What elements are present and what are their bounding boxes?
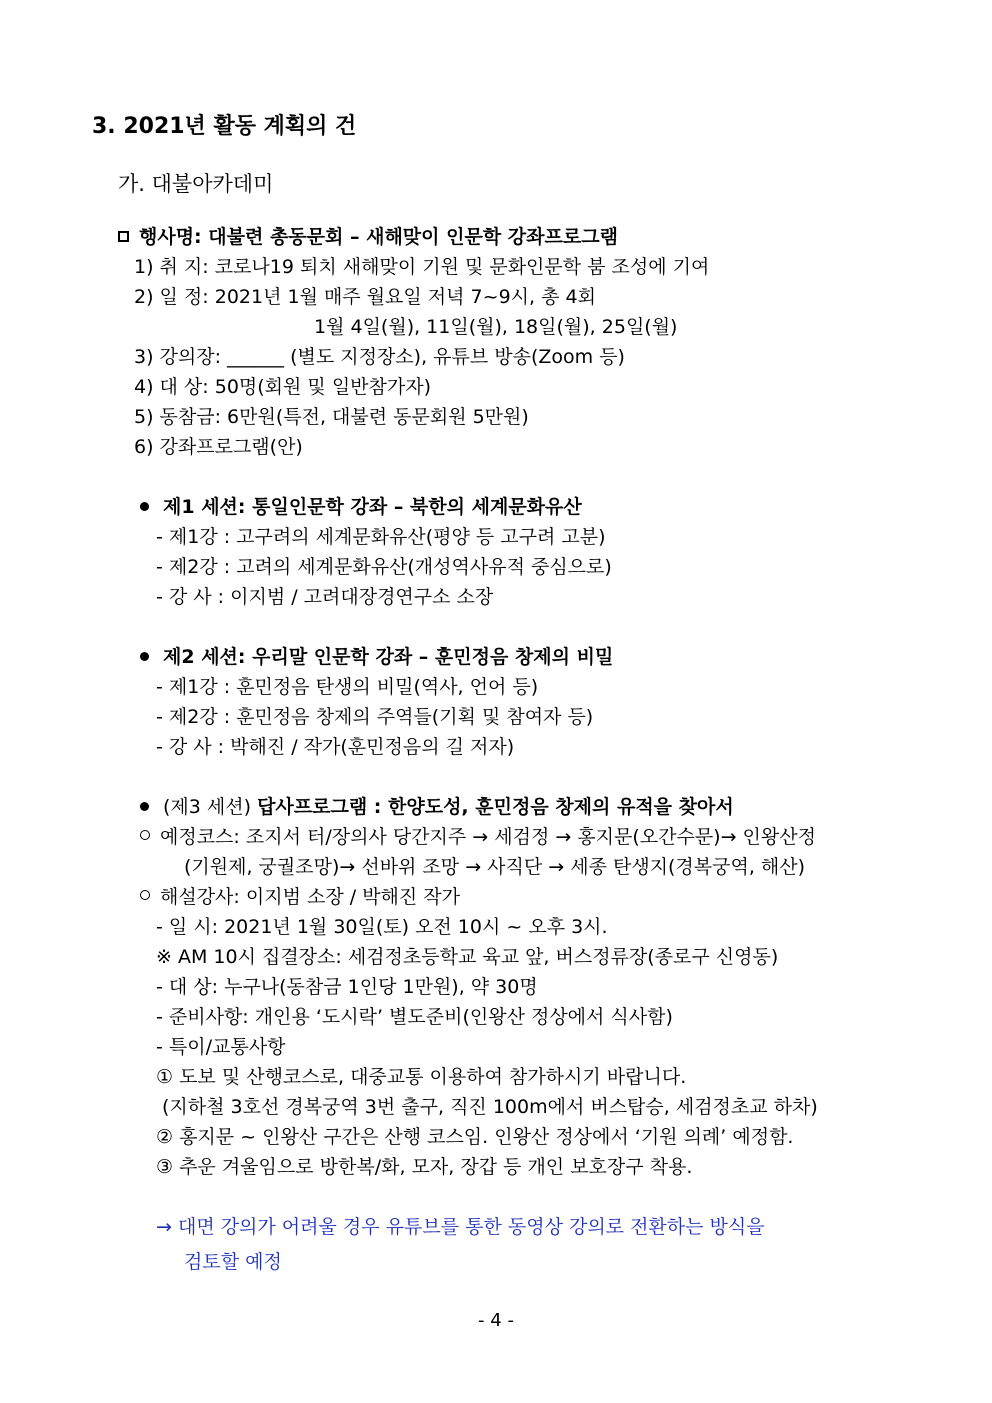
checkbox-square-icon — [118, 231, 129, 242]
session3-line: - 준비사항: 개인용 ‘도시락’ 별도준비(인왕산 정상에서 식사함) — [156, 1006, 673, 1028]
subsection-heading: 가. 대불아카데미 — [118, 172, 274, 196]
session3-course — [140, 824, 816, 850]
circle-bullet-icon — [140, 890, 150, 900]
session3-line: ③ 추운 겨울임으로 방한복/화, 모자, 장갑 등 개인 보호장구 착용. — [156, 1156, 693, 1178]
session2-title — [140, 644, 613, 670]
note-line: → 대면 강의가 어려울 경우 유튜브를 통한 동영상 강의로 전환하는 방식을 — [156, 1216, 765, 1238]
event-title — [118, 224, 618, 250]
section-heading: 3. 2021년 활동 계획의 건 — [92, 114, 357, 139]
event-item-program: 6) 강좌프로그램(안) — [134, 436, 303, 458]
session3-course-continued: (기원제, 궁궐조망)→ 선바위 조망 → 사직단 → 세종 탄생지(경복궁역, 해산) — [184, 856, 806, 878]
session2-title-text: 제2 세션: 우리말 인문학 강좌 – 훈민정음 창제의 비밀 — [163, 646, 614, 668]
event-item-dates: 1월 4일(월), 11일(월), 18일(월), 25일(월) — [314, 316, 678, 338]
bullet-icon — [140, 502, 149, 511]
session3-line: ① 도보 및 산행코스로, 대중교통 이용하여 참가하시기 바랍니다. — [156, 1066, 687, 1088]
session2-line: - 제1강 : 훈민정음 탄생의 비밀(역사, 언어 등) — [156, 676, 539, 698]
session3-line: ※ AM 10시 집결장소: 세검정초등학교 육교 앞, 버스정류장(종로구 신영동) — [156, 946, 779, 968]
session1-line: - 제1강 : 고구려의 세계문화유산(평양 등 고구려 고분) — [156, 526, 606, 548]
session3-prefix: (제3 세션) — [163, 796, 252, 818]
session1-title-text: 제1 세션: 통일인문학 강좌 – 북한의 세계문화유산 — [163, 496, 582, 518]
circle-bullet-icon — [140, 830, 150, 840]
page-number: - 4 - — [478, 1310, 514, 1331]
event-item-audience: 4) 대 상: 50명(회원 및 일반참가자) — [134, 376, 431, 398]
session3-guide — [140, 884, 460, 910]
bullet-icon — [140, 802, 149, 811]
session1-title — [140, 494, 582, 520]
session3-line: - 특이/교통사항 — [156, 1036, 286, 1058]
session3-line: - 대 상: 누구나(동참금 1인당 1만원), 약 30명 — [156, 976, 538, 998]
bullet-icon — [140, 652, 149, 661]
session3-course-text: 예정코스: 조지서 터/장의사 당간지주 → 세검정 → 홍지문(오간수문)→ 인왕산정 — [160, 826, 816, 848]
session3-line: ② 홍지문 ~ 인왕산 구간은 산행 코스임. 인왕산 정상에서 ‘기원 의례’ 예정함. — [156, 1126, 794, 1148]
event-item-fee: 5) 동참금: 6만원(특전, 대불련 동문회원 5만원) — [134, 406, 529, 428]
note-line: 검토할 예정 — [184, 1251, 282, 1273]
session3-guide-text: 해설강사: 이지범 소장 / 박해진 작가 — [160, 886, 460, 908]
session2-line: - 강 사 : 박해진 / 작가(훈민정음의 길 저자) — [156, 736, 515, 758]
session2-line: - 제2강 : 훈민정음 창제의 주역들(기획 및 참여자 등) — [156, 706, 594, 728]
session3-title-text: 답사프로그램 : 한양도성, 훈민정음 창제의 유적을 찾아서 — [257, 796, 734, 818]
event-item-purpose: 1) 취 지: 코로나19 퇴치 새해맞이 기원 및 문화인문학 붐 조성에 기여 — [134, 256, 710, 278]
event-item-schedule: 2) 일 정: 2021년 1월 매주 월요일 저녁 7~9시, 총 4회 — [134, 286, 596, 308]
session1-line: - 강 사 : 이지범 / 고려대장경연구소 소장 — [156, 586, 494, 608]
session3-title — [140, 794, 734, 820]
session1-line: - 제2강 : 고려의 세계문화유산(개성역사유적 중심으로) — [156, 556, 612, 578]
event-title-text: 행사명: 대불련 총동문회 – 새해맞이 인문학 강좌프로그램 — [139, 226, 618, 248]
session3-line: (지하철 3호선 경복궁역 3번 출구, 직진 100m에서 버스탑승, 세검정초교 하차) — [162, 1096, 818, 1118]
session3-line: - 일 시: 2021년 1월 30일(토) 오전 10시 ~ 오후 3시. — [156, 916, 608, 938]
event-item-venue: 3) 강의장: ______ (별도 지정장소), 유튜브 방송(Zoom 등) — [134, 346, 625, 368]
